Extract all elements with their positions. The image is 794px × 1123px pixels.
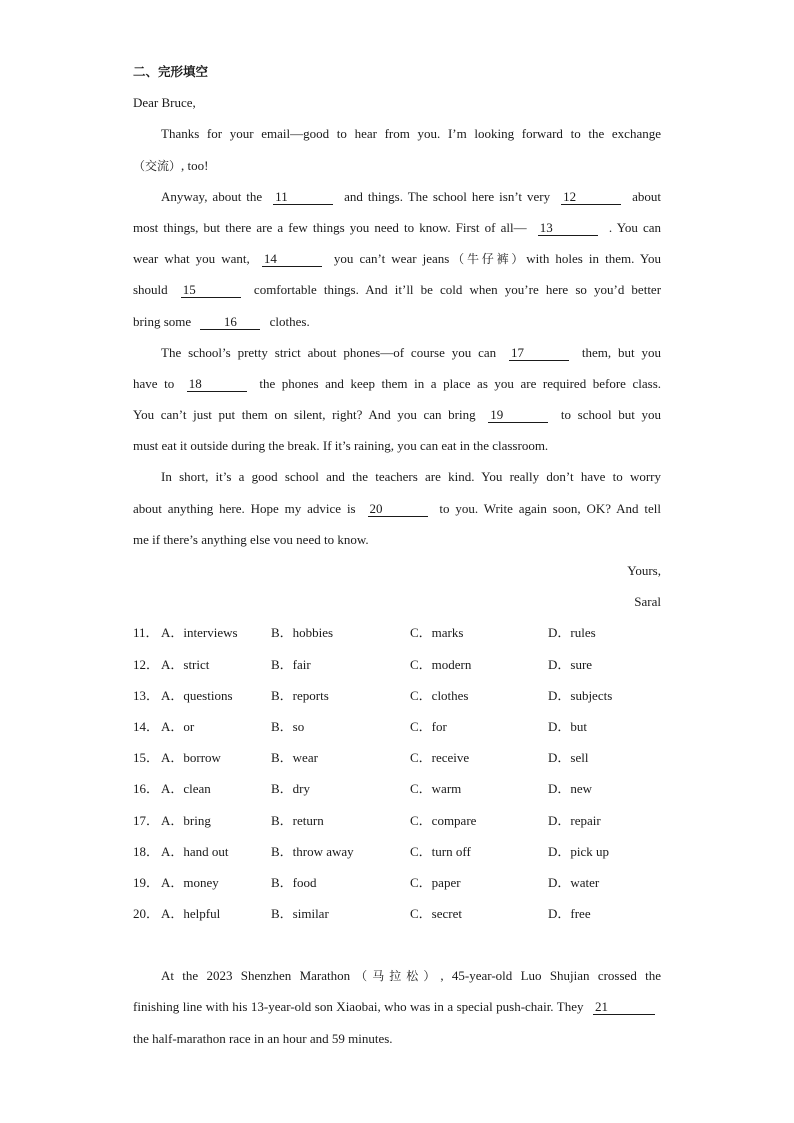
option-c[interactable]: C．paper	[410, 874, 461, 890]
option-a[interactable]: A．strict	[161, 656, 210, 672]
question-row	[133, 805, 661, 836]
option-d[interactable]: D．repair	[548, 812, 601, 828]
blank-19: 19	[488, 408, 548, 423]
option-d[interactable]: D．new	[548, 781, 593, 797]
option-b[interactable]: B．so	[271, 718, 305, 734]
option-d[interactable]: D．free	[548, 906, 591, 922]
blank-20: 20	[368, 502, 428, 517]
paragraph-line: You can’t just put them on silent, right? And you can bring 19 to school but you	[133, 407, 661, 423]
option-c[interactable]: C．compare	[410, 812, 477, 828]
paragraph-line: should 15 comfortable things. And it’ll be cold when you’re here so you’d better	[133, 282, 662, 298]
paragraph-line: must eat it outside during the break. If it’s raining, you can eat in the classroom.	[133, 438, 549, 454]
option-d[interactable]: D．sell	[548, 750, 589, 766]
option-b[interactable]: B．dry	[271, 781, 311, 797]
question-number: 16．	[133, 781, 160, 797]
spacer	[133, 929, 661, 960]
question-row	[133, 773, 661, 804]
option-a[interactable]: A．hand out	[161, 843, 229, 859]
option-a[interactable]: A．clean	[161, 781, 211, 797]
paragraph-line: the half-marathon race in an hour and 59 minutes.	[133, 1030, 393, 1046]
paragraph-line: Thanks for your email—good to hear from you. I’m looking forward to the exchange	[161, 126, 661, 142]
paragraph-line: In short, it’s a good school and the teachers are kind. You really don’t have to worry	[161, 469, 661, 485]
paragraph-line: about anything here. Hope my advice is 20 to you. Write again soon, OK? And tell	[133, 500, 662, 516]
question-number: 20．	[133, 906, 160, 922]
document-page	[133, 56, 661, 1054]
option-d[interactable]: D．subjects	[548, 687, 613, 703]
paragraph-line: me if there’s anything else vou need to know.	[133, 531, 369, 547]
blank-13: 13	[538, 221, 598, 236]
question-row	[133, 711, 661, 742]
option-a[interactable]: A．money	[161, 874, 219, 890]
option-d[interactable]: D．pick up	[548, 843, 610, 859]
option-c[interactable]: C．receive	[410, 750, 470, 766]
question-row	[133, 836, 661, 867]
paragraph-line: Anyway, about the 11 and things. The school here isn’t very 12 about	[161, 188, 661, 204]
option-b[interactable]: B．food	[271, 874, 317, 890]
option-b[interactable]: B．similar	[271, 906, 329, 922]
option-b[interactable]: B．return	[271, 812, 324, 828]
paragraph-line: finishing line with his 13-year-old son Xiaobai, who was in a special push-chair. They 21	[133, 991, 661, 1022]
blank-15: 15	[181, 283, 241, 298]
option-d[interactable]: D．rules	[548, 625, 596, 641]
option-b[interactable]: B．wear	[271, 750, 318, 766]
option-c[interactable]: C．for	[410, 718, 447, 734]
option-a[interactable]: A．interviews	[161, 625, 238, 641]
option-a[interactable]: A．borrow	[161, 750, 221, 766]
blank-14: 14	[262, 252, 322, 267]
blank-18: 18	[187, 377, 247, 392]
option-c[interactable]: C．marks	[410, 625, 464, 641]
question-row	[133, 649, 661, 680]
question-number: 13．	[133, 687, 160, 703]
option-b[interactable]: B．reports	[271, 687, 329, 703]
option-c[interactable]: C．turn off	[410, 843, 471, 859]
letter-greeting: Dear Bruce,	[133, 95, 196, 111]
option-d[interactable]: D．water	[548, 874, 600, 890]
option-d[interactable]: D．sure	[548, 656, 593, 672]
options-list	[133, 617, 661, 929]
option-a[interactable]: A．bring	[161, 812, 211, 828]
question-number: 11．	[133, 625, 159, 641]
paragraph-line: have to 18 the phones and keep them in a place as you are required before class.	[133, 375, 662, 391]
question-number: 15．	[133, 750, 160, 766]
question-number: 17．	[133, 812, 160, 828]
blank-21: 21	[593, 1000, 655, 1015]
letter-closing: Yours,	[627, 563, 661, 578]
question-number: 14．	[133, 718, 160, 734]
blank-17: 17	[509, 346, 569, 361]
question-row	[133, 617, 661, 648]
option-c[interactable]: C．warm	[410, 781, 462, 797]
option-b[interactable]: B．throw away	[271, 843, 354, 859]
letter-signature: Saral	[634, 594, 661, 610]
paragraph-line: （交流）, too!	[133, 157, 209, 173]
paragraph-line: wear what you want, 14 you can’t wear jeans（牛仔裤）with holes in them. You	[133, 251, 662, 267]
option-c[interactable]: C．secret	[410, 906, 462, 922]
question-row	[133, 680, 661, 711]
paragraph-line: At the 2023 Shenzhen Marathon（马拉松）, 45-year-old Luo Shujian crossed the	[161, 968, 661, 984]
option-d[interactable]: D．but	[548, 718, 588, 734]
option-a[interactable]: A．questions	[161, 687, 233, 703]
question-row	[133, 898, 661, 929]
question-row	[133, 867, 661, 898]
section-title: 二、完形填空	[133, 64, 209, 79]
question-number: 18．	[133, 843, 160, 859]
blank-12: 12	[561, 190, 621, 205]
option-a[interactable]: A．helpful	[161, 906, 221, 922]
blank-16: 16	[200, 315, 260, 330]
option-c[interactable]: C．modern	[410, 656, 472, 672]
option-b[interactable]: B．hobbies	[271, 625, 334, 641]
blank-11: 11	[273, 190, 333, 205]
paragraph-line: most things, but there are a few things you need to know. First of all— 13 . You can	[133, 219, 661, 235]
option-c[interactable]: C．clothes	[410, 687, 469, 703]
paragraph-line: The school’s pretty strict about phones—of course you can 17 them, but you	[161, 344, 661, 360]
paragraph-line: bring some 16 clothes.	[133, 313, 310, 329]
option-b[interactable]: B．fair	[271, 656, 311, 672]
question-number: 19．	[133, 874, 160, 890]
question-row	[133, 742, 661, 773]
option-a[interactable]: A．or	[161, 718, 195, 734]
question-number: 12．	[133, 656, 160, 672]
